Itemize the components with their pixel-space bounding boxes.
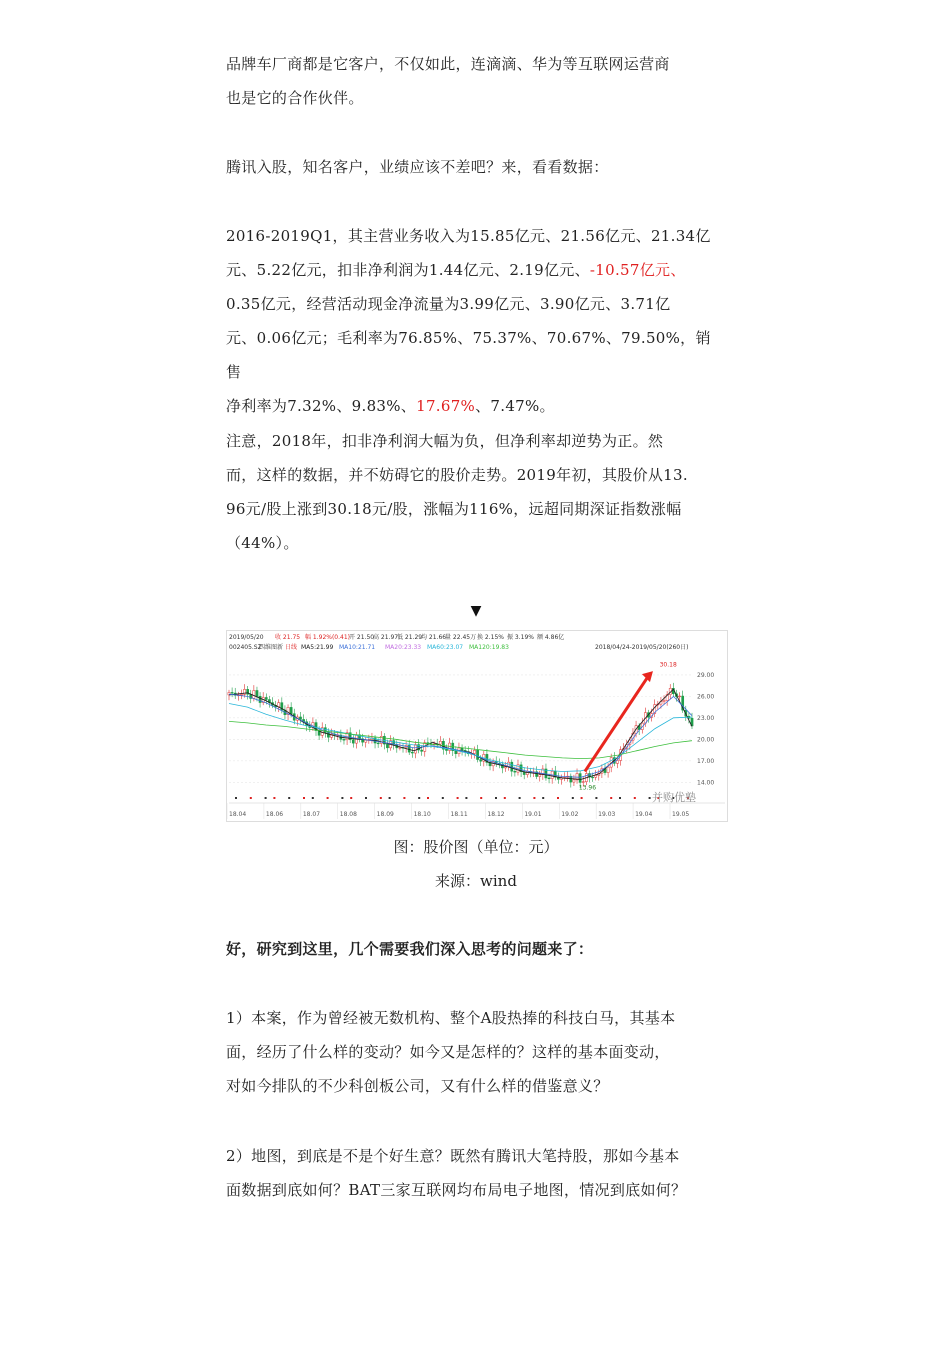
header-date: 2019/05/20 <box>229 634 264 641</box>
y-tick-label: 14.00 <box>697 779 715 787</box>
paragraph-5: 好，研究到这里，几个需要我们深入思考的问题来了： <box>226 940 594 958</box>
paragraph-3: 2016-2019Q1，其主营业务收入为15.85亿元、21.56亿元、21.34亿 元、5.22亿元，扣非净利润为1.44亿元、2.19亿元、-10.57亿元、 0.35亿元，经营活动现金净流量为3.99亿元、3.90亿元、3.71亿 元、0.06亿元；毛利率为76.85%、75.37%、70.67%、79.50%，销售 净利率为7.32%、9.83%、17.67%、7.47%。 <box>226 227 711 415</box>
y-tick-label: 20.00 <box>697 736 715 744</box>
low-price-label: 13.96 <box>578 784 597 792</box>
header-ma120: MA120:19.83 <box>469 644 509 651</box>
watermark: 并购优塾 <box>652 791 696 804</box>
header-ma60: MA60:23.07 <box>427 644 464 651</box>
header-low: 低 21.29 <box>397 634 423 641</box>
header-change: 幅 1.92%(0.41) <box>305 634 351 641</box>
article-body-lower <box>226 0 726 1345</box>
header-amplitude: 振 3.19% <box>507 634 534 641</box>
x-tick-label: 18.11 <box>450 811 468 818</box>
y-tick-label: 29.00 <box>697 671 715 679</box>
header-range: 2018/04/24-2019/05/20(260日) <box>595 644 689 651</box>
paragraph-1: 品牌车厂商都是它客户，不仅如此，连滴滴、华为等互联网运营商 也是它的合作伙伴。 <box>226 55 670 107</box>
x-tick-label: 19.01 <box>524 811 542 818</box>
x-tick-label: 18.12 <box>487 811 505 818</box>
x-tick-label: 18.08 <box>339 811 357 818</box>
x-tick-label: 19.05 <box>672 811 690 818</box>
header-avg: 均 21.66 <box>421 634 447 641</box>
header-ma10: MA10:21.71 <box>339 644 376 651</box>
figure-source: 来源：wind <box>435 872 517 890</box>
header-vol: 量 22.45万 <box>445 634 477 641</box>
x-tick-label: 18.07 <box>302 811 321 818</box>
header-ma20: MA20:23.33 <box>385 644 422 651</box>
header-close: 收 21.75 <box>275 634 301 641</box>
x-tick-label: 18.04 <box>229 811 247 818</box>
header-turnover: 换 2.15% <box>477 634 504 641</box>
x-tick-label: 19.02 <box>561 811 579 818</box>
paragraph-6: 1）本案，作为曾经被无数机构、整个A股热捧的科技白马，其基本 面，经历了什么样的变动？如今又是怎样的？这样的基本面变动， 对如今排队的不少科创板公司，又有什么样的借鉴意义？ <box>226 1009 676 1095</box>
header-name: 四维图新 <box>259 644 284 651</box>
header-open: 开 21.50 <box>349 634 375 641</box>
header-ma5: MA5:21.99 <box>301 644 334 651</box>
high-price-label: 30.18 <box>659 661 677 669</box>
y-tick-label: 17.00 <box>697 757 715 765</box>
header-period: 日线 <box>285 644 298 651</box>
header-high: 高 21.97 <box>373 634 399 641</box>
down-arrow-icon: ▼ <box>470 603 482 619</box>
net-margin-highlight: 17.67% <box>416 397 476 415</box>
negative-profit-highlight: -10.57亿元、 <box>589 261 686 279</box>
x-tick-label: 18.10 <box>413 811 431 818</box>
header-amount: 额 4.86亿 <box>537 634 565 641</box>
paragraph-4: 注意，2018年，扣非净利润大幅为负，但净利率却逆势为正。然 而，这样的数据，并不妨碍它的股价走势。2019年初，其股价从13. 96元/股上涨到30.18元/股，涨幅为116%，远超同期深证指数涨幅 （44%）。 <box>226 432 688 552</box>
x-tick-label: 19.04 <box>635 811 653 818</box>
figure-caption: 图：股价图（单位：元） <box>393 838 559 856</box>
header-code: 002405.SZ <box>229 644 262 651</box>
x-tick-label: 19.03 <box>598 811 616 818</box>
paragraph-2: 腾讯入股，知名客户，业绩应该不差吧？来，看看数据： <box>226 158 609 176</box>
y-tick-label: 26.00 <box>697 693 715 701</box>
x-tick-label: 18.06 <box>265 811 284 818</box>
paragraph-7: 2）地图，到底是不是个好生意？既然有腾讯大笔持股，那如今基本 面数据到底如何？BAT三家互联网均布局电子地图，情况到底如何？ <box>226 1147 687 1199</box>
y-tick-label: 23.00 <box>697 714 715 722</box>
x-tick-label: 18.09 <box>376 811 394 818</box>
